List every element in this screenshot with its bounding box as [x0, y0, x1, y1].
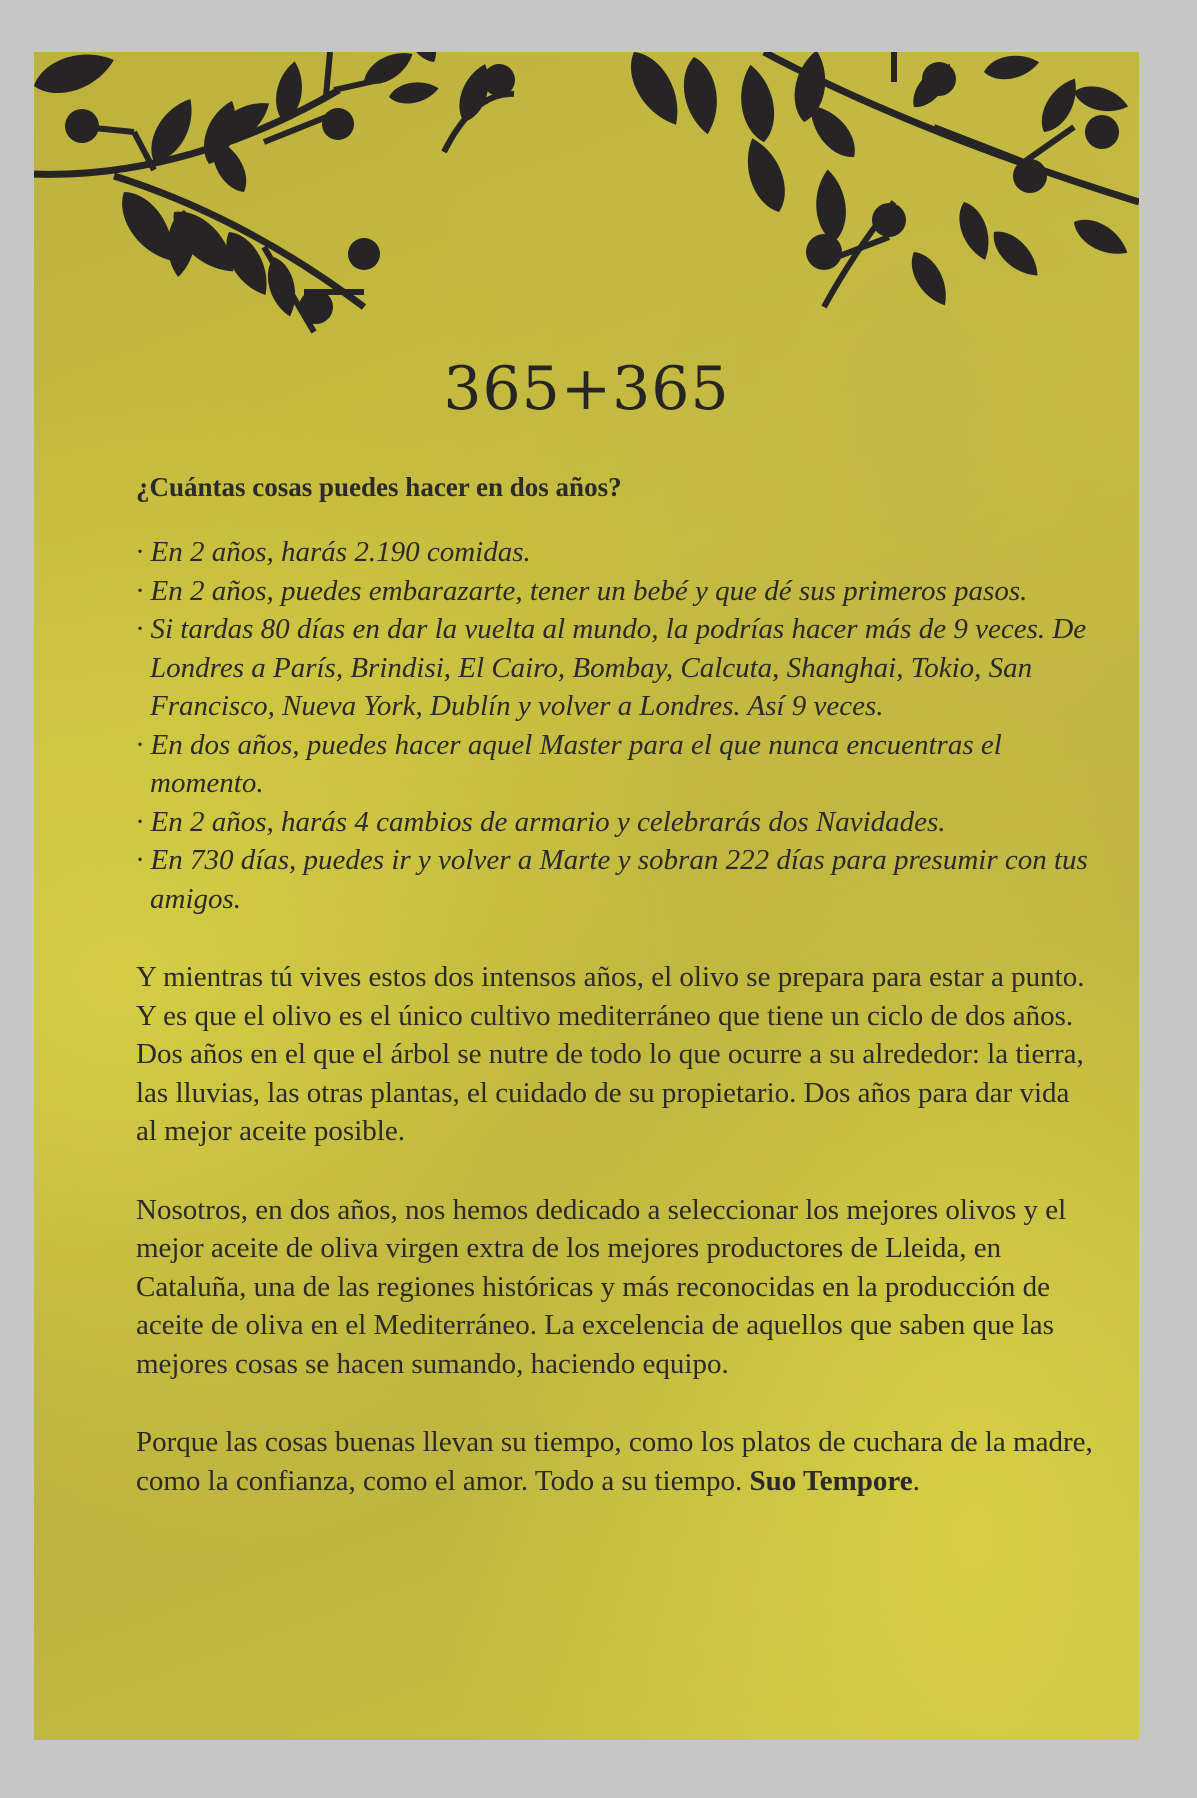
- body-text: [136, 472, 1096, 1529]
- list-item: · En 730 días, puedes ir y volver a Marte y sobran 222 días para presumir con tus amigos.: [136, 841, 1096, 918]
- closing-period: .: [912, 1464, 920, 1497]
- facts-list: [136, 533, 1096, 918]
- list-item: · En 2 años, harás 2.190 comidas.: [136, 533, 1096, 572]
- list-item: · Si tardas 80 días en dar la vuelta al mundo, la podrías hacer más de 9 veces. De Londres a París, Brindisi, El Cairo, Bombay, Calcuta, Shanghai, Tokio, San Francisco, Nueva York, Dublín y volver a Londres. Así 9 veces.: [136, 610, 1096, 726]
- paragraph-selection: Nosotros, en dos años, nos hemos dedicado a seleccionar los mejores olivos y el mejor aceite de oliva virgen extra de los mejores productores de Lleida, en Cataluña, una de las regiones históricas y más reconocidas en la producción de aceite de oliva en el Mediterráneo. La excelencia de aquellos que saben que las mejores cosas se hacen sumando, haciendo equipo.: [136, 1193, 1067, 1380]
- closing-text: Porque las cosas buenas llevan su tiempo, como los platos de cuchara de la madre, como la confianza, como el amor. Todo a su tiempo.: [136, 1426, 1093, 1497]
- intro-question: ¿Cuántas cosas puedes hacer en dos años?: [136, 472, 622, 502]
- page-card: [34, 52, 1139, 1740]
- list-item: · En 2 años, puedes embarazarte, tener un bebé y que dé sus primeros pasos.: [136, 572, 1096, 611]
- left-olive-branch: [34, 52, 515, 332]
- middle-olive-leaves: [619, 52, 723, 137]
- olive-branch-illustration: [34, 52, 1139, 352]
- brand-name: Suo Tempore: [749, 1464, 913, 1497]
- paragraph-closing: [136, 1423, 1096, 1500]
- list-item: · En 2 años, harás 4 cambios de armario y celebrarás dos Navidades.: [136, 803, 1096, 842]
- page-title: 365+365: [443, 354, 730, 424]
- paragraph-olive-cycle: Y mientras tú vives estos dos intensos años, el olivo se prepara para estar a punto. Y es que el olivo es el único cultivo mediterráneo que tiene un ciclo de dos años. Dos años en el que el árbol se nutre de todo lo que ocurre a su alrededor: la tierra, las lluvias, las otras plantas, el cuidado de su propietario. Dos años para dar vida al mejor aceite posible.: [136, 961, 1085, 1147]
- right-olive-branch: [735, 52, 1139, 312]
- list-item: · En dos años, puedes hacer aquel Master para el que nunca encuentras el momento.: [136, 726, 1096, 803]
